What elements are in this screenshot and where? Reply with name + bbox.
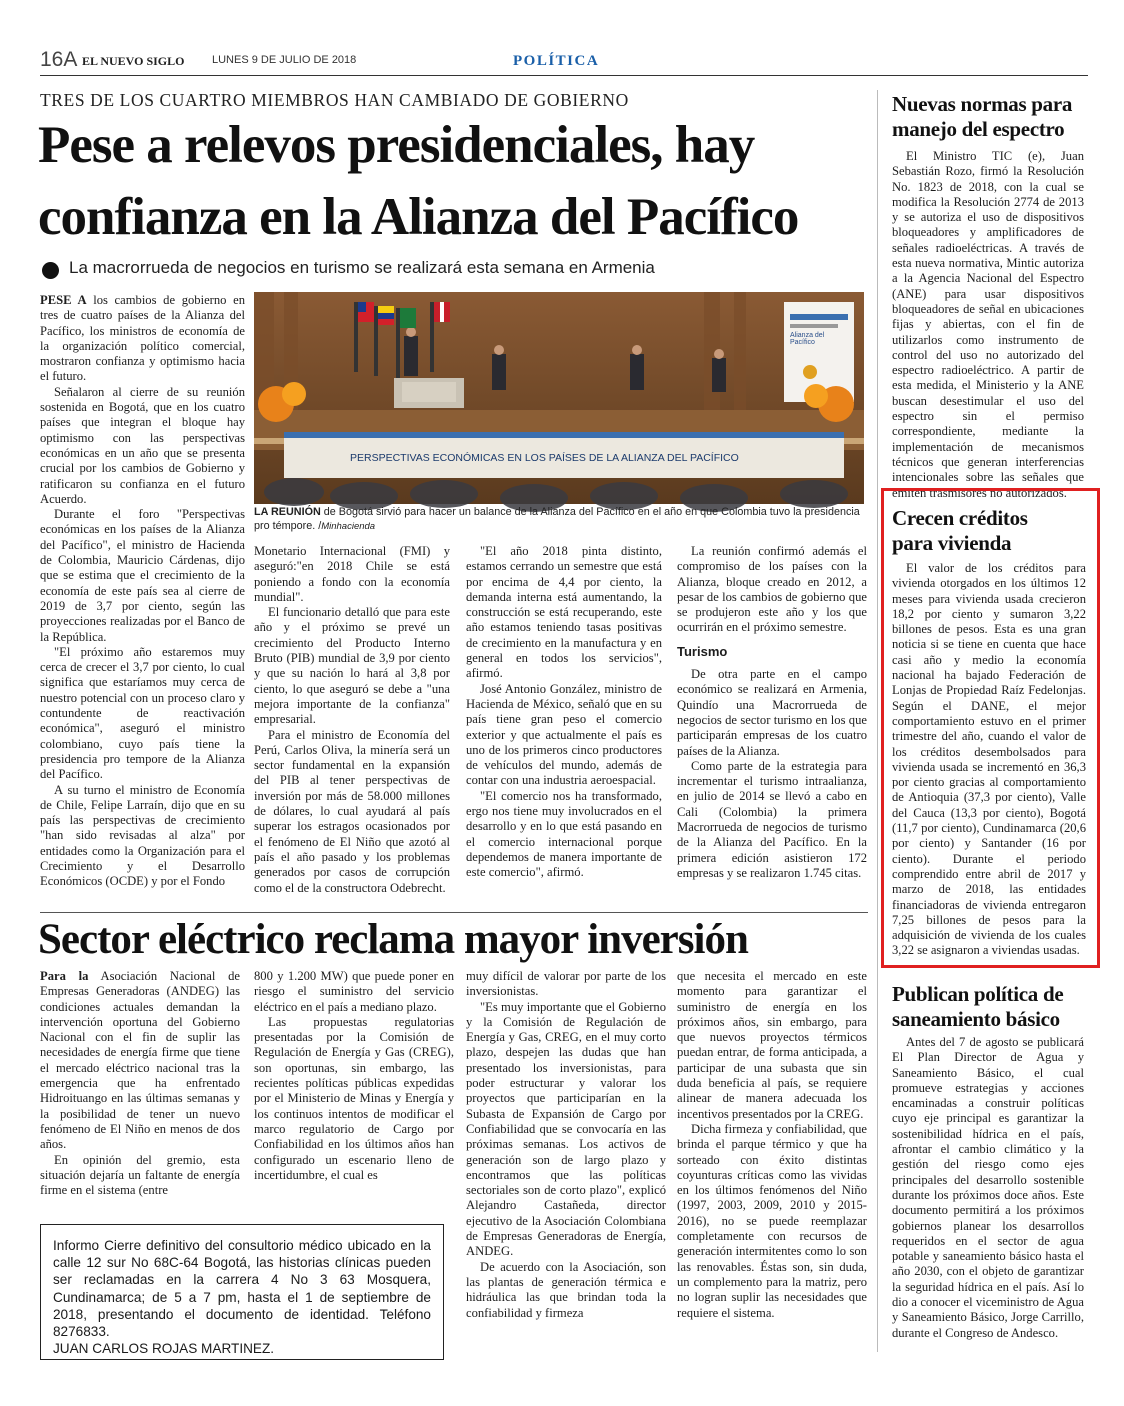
side1-body xyxy=(892,149,1084,500)
subtitle xyxy=(42,258,862,284)
paragraph: A su turno el ministro de Economía de Chile, Felipe Larraín, dijo que en su país las perspectivas de crecimiento "han sido revisadas al alza" por entidades como la Organización para el Crecimiento y el Desarrollo Económicos (OCDE) y por el Fondo xyxy=(40,782,245,889)
conference-stage-image xyxy=(254,292,864,504)
paragraph: "El comercio nos ha transformado, ergo nos tiene muy involucrados en el desarrollo y en lo que está pasando en el comercio internacional porque dependemos de manera importante de este comercio", afirmó. xyxy=(466,788,662,880)
main-column-4 xyxy=(677,544,867,914)
headline-line-2: confianza en la Alianza del Pacífico xyxy=(38,188,799,246)
sector-column-1 xyxy=(40,969,240,1217)
photo-logo-text: Alianza del Pacífico xyxy=(790,332,825,346)
paragraph: Para el ministro de Economía del Perú, Carlos Oliva, la minería será un sector fundamental en la expansión del PIB al tener perspectivas de inversión por más de 58.000 millones de dólares, lo cual ayudará al país superar los estragos ocasionados por el fenómeno de El Niño que azotó al país el año pasado y los problemas generados por casos de corrupción como el de la constructora Odebrecht. xyxy=(254,727,450,895)
paragraph: Durante el foro "Perspectivas económicas en los países de la Alianza del Pacífico", el ministro de Hacienda de Colombia, Mauricio Cárdenas, dijo que se estima que el crecimiento de la economía de este país sea al cierre de 2019 de 3,7 por ciento, según las proyecciones realizadas por el Banco de la República. xyxy=(40,507,245,644)
sector-column-3 xyxy=(466,969,666,1367)
side3-title: Publican política de saneamiento básico xyxy=(892,982,1064,1031)
paragraph: De acuerdo con la Asociación, son las plantas de generación térmica e hidráulica las que brindan toda la confiabilidad y firmeza xyxy=(466,1259,666,1320)
sector-column-2 xyxy=(254,969,454,1217)
paragraph: que necesita el mercado en este momento para garantizar el suministro de energía en los próximos años, sin embargo, para que nuevos proyectos térmicos puedan entrar, de forma anticipada, a participar de una subasta que sin duda beneficia al país, se requiere alinear de manera adecuada los incentivos presentados por la CREG. xyxy=(677,969,867,1121)
side1-title: Nuevas normas para manejo del espectro xyxy=(892,92,1073,141)
caption-credit: Minhacienda xyxy=(321,521,376,532)
paragraph: "El año 2018 pinta distinto, estamos cerrando un semestre que está por encima de 4,4 por ciento, la demanda interna está aumentando, la construcción se está recuperando, este año estamos teniendo tasas positivas de crecimiento en la manufactura y en general en todos los servicios", afirmó. xyxy=(466,544,662,681)
lead-word: Para la xyxy=(40,969,89,983)
paragraph: "El próximo año estaremos muy cerca de crecer el 3,7 por ciento, lo cual significa que estaríamos muy cerca de nuestro potencial con un proceso claro y contundente de reactivación económica", aseguró el ministro colombiano, cuyo país tiene la presidencia pro tempore de la Alianza del Pacífico. xyxy=(40,644,245,782)
paragraph: los cambios de gobierno en tres de cuatro países de la Alianza del Pacífico, los ministros de economía de la organización político comercial, mostraron confianza y optimismo hacia el futuro. xyxy=(40,293,245,384)
paper-name: EL NUEVO SIGLO xyxy=(82,54,185,68)
paragraph: Antes del 7 de agosto se publicará El Plan Director de Agua y Saneamiento Básico, el cual promueve estrategias y acciones encaminadas a construir políticas cuyo eje principal es garantizar la sostenibilidad hídrica en el país, afrontar el cambio climático y la gestión del riesgo como ejes principales del desarrollo sostenible durante los próximos doce años. Este documento permitirá a los próximos gobiernos planear los desarrollos requeridos en el sector de agua potable y saneamiento básico hasta el año 2030, con el objeto de garantizar la seguridad hídrica en el país. Así lo dio a conocer el viceministro de Agua y Saneamiento Básico, Jorge Carrillo, durante el Congreso de Andesco. xyxy=(892,1035,1084,1340)
classified-notice xyxy=(40,1224,444,1360)
main-photo xyxy=(254,292,864,504)
bullet-icon xyxy=(42,262,59,279)
caption-text: de Bogotá sirvió para hacer un balance de la Alianza del Pacífico en el año en que Colombia tuvo la presidencia pro témpore. / xyxy=(254,506,860,532)
paragraph: Señalaron al cierre de su reunión sostenida en Bogotá, que en los cuatro países que integran el bloque hay optimismo con las perspectivas económicas en un año que se presenta crucial por los cambios de Gobierno y ratificaron su confianza en el futuro Acuerdo. xyxy=(40,384,245,506)
lead-word: PESE A xyxy=(40,293,87,307)
paragraph: El funcionario detalló que para este año y el próximo se prevé un crecimiento del Producto Interno Bruto (PIB) mundial de 3,9 por ciento y que su nación lo hará al 3,8 por ciento, lo que aseguró se debe a "una mejora importante de la confianza" empresarial. xyxy=(254,605,450,727)
main-column-3 xyxy=(466,544,662,914)
paragraph: La reunión confirmó además el compromiso de los países con la Alianza, bloque creado en 2012, a pesar de los cambios de gobierno que se produjeron este año y los que ocurrirán en el próximo semestre. xyxy=(677,544,867,635)
sidebar-divider xyxy=(877,90,878,1352)
page-number: 16A xyxy=(40,48,78,71)
paragraph: 800 y 1.200 MW) que puede poner en riesgo el suministro del servicio eléctrico en el país a mediano plazo. xyxy=(254,969,454,1014)
main-column-1 xyxy=(40,293,245,915)
paragraph: muy difícil de valorar por parte de los inversionistas. xyxy=(466,969,666,999)
sector-column-4 xyxy=(677,969,867,1367)
headline-line-1: Pese a relevos presidenciales, hay xyxy=(38,116,755,174)
page-header xyxy=(40,48,1088,74)
paragraph: El valor de los créditos para vivienda otorgados en los últimos 12 meses para vivienda usada crecieron 18,2 por ciento y sumaron 3,22 billones de pesos. Esta es una gran noticia si se tiene en cuenta que hace casi año y medio la economía nacional ha bajado Federación de Lonjas de Propiedad Raíz Fedelonjas. Según el DANE, el mejor comportamiento estuvo en el primer trimestre del año, cuando el valor de los créditos desembolsados para vivienda usada se incrementó en 36,3 por ciento gracias al comportamiento de Antioquia (37,3 por ciento), Valle del Cauca (13,3 por ciento), Bogotá (11,7 por ciento), Cundinamarca (20,6 por ciento) y Santander (16 por ciento). Durante el periodo comprendido entre abril de 2017 y marzo de 2018, las entidades financiadoras de vivienda entregaron 7,25 billones de pesos para la adquisición de vivienda de los cuales 3,22 se asignaron a viviendas usadas. xyxy=(892,561,1086,958)
paragraph: José Antonio González, ministro de Hacienda de México, señaló que en su país tiene gran peso el comercio exterior y que actualmente el país es uno de los primeros cinco productores de vehículos del mundo, además de contar con una industria aeroespacial. xyxy=(466,681,662,788)
subhead: Turismo xyxy=(677,643,728,659)
main-column-2 xyxy=(254,544,450,914)
header-rule xyxy=(40,75,1088,76)
kicker: TRES DE LOS CUARTRO MIEMBROS HAN CAMBIADO DE GOBIERNO xyxy=(40,90,629,110)
paragraph: Dicha firmeza y confiabilidad, que brinda el parque térmico y que ha sorteado con éxito distintas coyunturas críticas como las vividas en los últimos fenómenos del Niño (1997, 2003, 2009, 2010 y 2015-2016), no se puede reemplazar completamente con recursos de generación intermitentes como lo son las renovables. Éstas son, sin duda, un complemento para la matriz, pero no logran suplir las necesidades que requiere el sistema. xyxy=(677,1121,867,1320)
issue-date: LUNES 9 DE JULIO DE 2018 xyxy=(212,54,357,66)
photo-caption xyxy=(254,505,866,534)
side3-body xyxy=(892,1035,1084,1355)
sector-headline: Sector eléctrico reclama mayor inversión xyxy=(38,916,748,963)
caption-lead: LA REUNIÓN xyxy=(254,506,321,518)
notice-signature: JUAN CARLOS ROJAS MARTINEZ. xyxy=(53,1341,275,1357)
paragraph: "Es muy importante que el Gobierno y la Comisión de Regulación de Energía y Gas, CREG, en el muy corto plazo, despejen las dudas que han presentado los inversionistas, para poder estructurar y valorar los proyectos que participarían en la Subasta de Expansión de Cargo por Confiabilidad que se convocaría en las próximas semanas. Los activos de generación son de largo plazo y encontramos que las políticas sectoriales son de corto plazo", explicó Alejandro Castañeda, director ejecutivo de la Asociación Colombiana de Empresas Generadoras de Energía, ANDEG. xyxy=(466,999,666,1259)
paragraph: En opinión del gremio, esta situación dejaría un faltante de energía firme en el sistema (entre xyxy=(40,1152,240,1198)
paragraph: Asociación Nacional de Empresas Generadoras (ANDEG) las condiciones actuales demandan la intervención oportuna del Gobierno Nacional con el fin de suplir las necesidades de energía firme que tiene el mercado eléctrico nacional tras la emergencia que ha enfrentado Hidroituango en las últimas semanas y la posibilidad de tener un nuevo fenómeno de El Niño en menos de dos años. xyxy=(40,969,240,1152)
section-name: POLÍTICA xyxy=(513,53,600,69)
photo-screen-text: PERSPECTIVAS ECONÓMICAS EN LOS PAÍSES DE LA ALIANZA DEL PACÍFICO xyxy=(350,452,739,464)
paragraph: Monetario Internacional (FMI) y aseguró:"en 2018 Chile se está poniendo a fondo con la economía mundial". xyxy=(254,544,450,604)
paragraph: De otra parte en el campo económico se realizará en Armenia, Quindío una Macrorrueda de negocios de sector turismo en los que participarán empresas de los cuatro países de la Alianza. xyxy=(677,667,867,758)
paragraph: Como parte de la estrategia para incrementar el turismo intraalianza, en julio de 2014 se llevó a cabo en Cali (Colombia) la primera Macrorrueda de negocios de turismo de la Alianza del Pacífico. En la primera edición asistieron 172 empresas y se realizaron 1.745 citas. xyxy=(677,758,867,880)
side2-title: Crecen créditos para vivienda xyxy=(892,506,1028,555)
paragraph: Las propuestas regulatorias presentadas por la Comisión de Regulación de Energía y Gas (CREG), son oportunas, sin embargo, las recientes políticas públicas expedidas por el Ministerio de Minas y Energía y los continuos intentos de modificar el marco regulatorio de Cargo por Confiabilidad en los últimos años han configurado un escenario lleno de incertidumbre, el cual es xyxy=(254,1014,454,1182)
notice-text: Informo Cierre definitivo del consultorio médico ubicado en la calle 12 sur No 68C-64 Bogotá, las historias clínicas pueden ser reclamadas en la carrera 4 No 3 63 Mosquera, Cundinamarca; de 5 a 7 pm, hasta el 1 de septiembre de 2018, presentando el documento de identidad. Teléfono 8276833. xyxy=(53,1238,431,1340)
subtitle-text: La macrorrueda de negocios en turismo se realizará esta semana en Armenia xyxy=(69,258,655,277)
side2-body xyxy=(892,561,1086,961)
paragraph: El Ministro TIC (e), Juan Sebastián Rozo, firmó la Resolución No. 1823 de 2018, con la cual se modifica la Resolución 2774 de 2013 y se autoriza el uso de dispositivos bloqueadores y amplificadores de señales radioeléctricas. A través de esta nueva normativa, Mintic autoriza a la Agencia Nacional del Espectro (ANE) para usar dispositivos bloqueadores de señal en ubicaciones fijas y abiertas, con el fin de utilizarlos como instrumento de control del uso no autorizado del espectro radioeléctrico. A partir de esta medida, el Ministerio y la ANE buscan desestimular el uso del espectro sin el permiso correspondiente, mediante la implementación de mecanismos técnicos que generan interferencias intencionales sobre las señales que emiten trasmisores no autorizados. xyxy=(892,149,1084,500)
